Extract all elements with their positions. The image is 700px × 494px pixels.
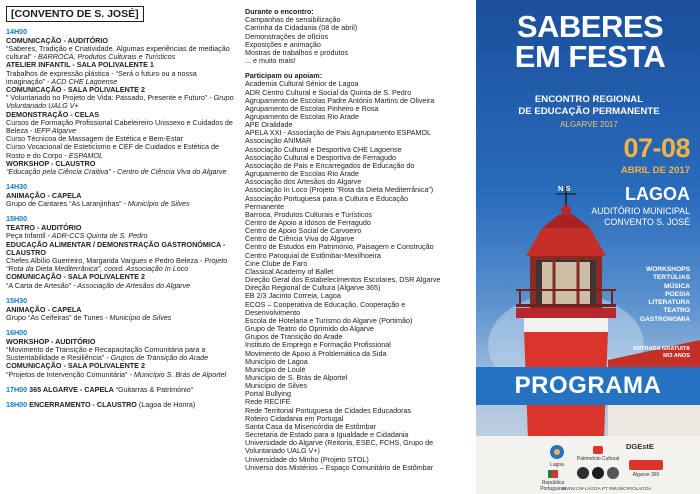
supporter-item: Rede Territorial Portuguesa de Cidades Educadoras: [245, 405, 412, 415]
supporter-item: Instituto de Emprego e Formação Profissional: [245, 340, 391, 350]
support-heading: Participam ou apoiam:: [245, 71, 323, 81]
event-heading: ENCERRAMENTO - CLAUSTRO: [27, 399, 139, 409]
slot-16h00: [6, 329, 234, 379]
dgeste-logo: DGEstE: [626, 442, 654, 451]
event-heading: TEATRO - AUDITÓRIO: [6, 223, 82, 233]
poster-subtitle: ENCONTRO REGIONAL DE EDUCAÇÃO PERMANENTE: [518, 94, 660, 117]
event-text: (Lagoa de Honra): [138, 399, 196, 409]
event-text: Curso Técnicoa de Massagem de Estética e Bem-Estar: [6, 134, 183, 144]
during-heading: Durante o encontro:: [245, 7, 314, 16]
supporter-item: Roteiro Cidadania em Portugal: [245, 413, 344, 423]
during-item: Mostras de trabalhos e produtos: [245, 47, 349, 57]
supporter-item: Município de S. Brás de Alportel: [245, 372, 348, 382]
supporter-item: Agrupamento de Escolas Pinheiro e Rosa: [245, 103, 379, 113]
during-item: Carrinha da Cidadania (08 de abril): [245, 23, 358, 33]
supporter-item: Associação Cultural e Desportiva de Ferragudo: [245, 152, 397, 162]
supporter-item: Voluntariado UALG V+): [245, 446, 320, 456]
supporter-item: Direção Geral dos Estabelecimentos Escolares, DSR Algarve: [245, 275, 441, 285]
supporter-item: Escola de Hotelaria e Turismo do Algarve (Portimão): [245, 315, 413, 325]
during-item: Demonstrações de ofícios: [245, 31, 329, 41]
supporter-item: Permanente: [245, 201, 285, 211]
poster-city: LAGOA: [625, 184, 690, 204]
program-banner: [476, 367, 700, 405]
supporter-item: Município de Loulé: [245, 364, 306, 374]
poster-entry-info: ENTRADA GRATUITA M/3 ANOS: [633, 346, 690, 359]
weather-vane-letters: N S: [558, 184, 571, 193]
supporter-item: Centro de Apoio a Idosos de Ferragudo: [245, 218, 371, 227]
slot-17h00: [6, 386, 234, 395]
time-label: 14H00: [6, 27, 28, 36]
activity-item: MÚSICA: [663, 282, 690, 290]
supporter-item: Direção Regional de Cultura (Algarve 365): [245, 283, 381, 293]
supporter-item: ADR Centro Cultural e Social da Quinta de S. Pedro: [245, 87, 412, 97]
support-list: [245, 80, 473, 472]
supporter-item: Associação de Pais e Encarregados de Educação do: [245, 160, 415, 170]
supporter-item: Rede RECIFE: [245, 397, 291, 407]
event-text: Cursos de Formação Profissional Cabeleireiro Unissexo e Cuidados de Beleza - IEFP Algarve: [6, 117, 233, 136]
during-item: ... e muito mais!: [245, 55, 296, 65]
event-text: “Educação pela Ciência Craitiva” - Centro de Ciência Viva do Algarve: [6, 167, 227, 177]
event-text: Grupo “As Ceifeiras” de Tunes - Município de Silves: [6, 312, 172, 322]
supporter-item: Associação Cultural e Desportiva CHE Lagoense: [245, 144, 402, 154]
supporter-item: Universo dos Mistérios – Espaço Comunitário de Estômbar: [245, 462, 434, 472]
supporter-item: Academia Cultural Sénior de Lagoa: [245, 79, 359, 89]
time-label: 16H00: [6, 328, 28, 338]
supporter-item: Centro Paroquial de Estômbar-Mexilhoeira: [245, 250, 381, 260]
program-label: PROGRAMA: [514, 372, 662, 399]
poster: [476, 0, 700, 494]
event-heading: 365 ALGARVE - CAPELA: [27, 384, 116, 394]
time-label: 15H30: [6, 295, 28, 305]
patrimonio-logo: Património Cultural: [576, 446, 620, 462]
event-heading: ANIMAÇÃO - CAPELA: [6, 191, 82, 201]
event-text: ” Voluntariado no Projeto de Vida: Passado, Presente e Futuro” - Grupo Voluntariado UALG V+: [6, 93, 234, 111]
event-heading: COMUNICAÇÃO - SALA POLIVALENTE 2: [6, 361, 145, 371]
event-text: Curso Vocacional de Esteticismo e CEF de Cuidados e Estética de Rosto e do Corpo - ESPAMOL: [6, 142, 219, 160]
supporter-item: Portal Bullying: [245, 389, 291, 399]
event-text: Chefes Albílio Guerreiro, Margarida Vargues e Pedro Beleza - Projeto “Rota da Dieta Mediterrânica”, coord. Associação In Loco: [6, 256, 228, 274]
time-label: 14H30: [6, 182, 28, 192]
event-text: “Movimento de Transição e Recapacitação Comunitária para a Sustentabilidade e Resiliência” - Grupos de Transição do Arade: [6, 345, 209, 363]
poster-title: SABERES EM FESTA: [514, 9, 666, 74]
activity-item: WORKSHOPS: [646, 266, 690, 273]
supporter-item: Movimento de Apoio à Problemática da Sida: [245, 348, 387, 358]
supporter-item: Associação ANIMAR: [245, 136, 312, 146]
supporter-item: Agrupamento de Escolas Rio Arade: [245, 169, 359, 179]
poster-activities: [640, 266, 690, 324]
activity-item: GASTRONOMIA: [639, 315, 690, 323]
event-text: “Saberes, Tradição e Criatividade. Algumas experiências de mediação cultural” - BARROCA, Produtos Culturais e Turísticos: [6, 44, 230, 62]
supporter-item: Associação Portuguesa para a Cultura e Educação: [245, 193, 409, 203]
supporter-item: Centro de Estudos em Património, Paisagem e Construção: [245, 242, 434, 252]
slot-15h00: [6, 215, 234, 289]
event-heading: ANIMAÇÃO - CAPELA: [6, 304, 82, 314]
lighthouse-illustration: [476, 0, 700, 494]
supporter-item: Grupo de Teatro do Oprimido do Algarve: [245, 324, 374, 334]
event-heading: ATELIER INFANTIL - SALA POLIVALENTE 1: [6, 60, 154, 70]
supporter-item: Universidade do Minho (Projeto STOL): [245, 454, 369, 464]
supporter-item: Associação In Loco (Projeto “Rota da Dieta Mediterrânica”): [245, 185, 434, 195]
supporter-item: ECOS – Cooperativa de Educação, Cooperação e: [245, 299, 406, 309]
event-text: “Guitarras & Património”: [115, 384, 194, 394]
supporter-item: Cine Clube de Faro: [245, 258, 308, 268]
event-heading: COMUNICAÇÃO - SALA POLIVALENTE 2: [6, 272, 145, 282]
event-heading: COMUNICAÇÃO - SALA POLIVALENTE 2: [6, 85, 145, 95]
algarve-365-logo: Algarve 365: [626, 460, 666, 478]
slot-14h00: [6, 28, 234, 176]
supporter-item: APELA XXI - Associação de Pais Agrupamento ESPAMOL: [245, 128, 432, 138]
supporter-item: Classical Academy of Ballet: [245, 266, 334, 276]
supporter-item: Santa Casa da Misericórdia de Estômbar: [245, 421, 377, 431]
event-heading: EDUCAÇÃO ALIMENTAR / DEMONSTRAÇÃO GASTRONÓMICA - CLAUSTRO: [6, 239, 226, 257]
supporter-item: Agrupamento de Escolas Padre António Martins de Oliveira: [245, 95, 435, 105]
event-heading: WORKSHOP - AUDITÓRIO: [6, 336, 96, 346]
poster-region: ALGARVE 2017: [560, 120, 618, 129]
activity-item: TERTÚLIAS: [653, 274, 690, 282]
during-item: Campanhas de sensibilização: [245, 15, 341, 25]
activity-item: TEATRO: [663, 307, 690, 315]
supporter-item: Associação dos Artesãos do Algarve: [245, 177, 362, 187]
poster-dates: 07-08: [623, 133, 690, 163]
supporter-item: Secretaria de Estado para a Igualdade e Cidadania: [245, 430, 409, 440]
misc-logos: [576, 466, 620, 482]
event-heading: WORKSHOP - CLAUSTRO: [6, 158, 96, 168]
activity-item: LITERATURA: [648, 299, 690, 307]
supporter-item: Barroca, Produtos Culturais e Turísticos: [245, 209, 373, 219]
slot-14h30: [6, 183, 234, 208]
time-label: 17H00: [6, 384, 28, 394]
event-text: Peça Infantil - ADR-CCS Quinta de S. Pedro: [6, 231, 148, 241]
event-text: Grupo de Cantares “As Laranjinhas” - Município de Silves: [6, 199, 190, 209]
slot-15h30: [6, 297, 234, 322]
lagoa-logo: Lagoa: [546, 444, 568, 468]
sponsor-strip: [476, 436, 700, 494]
poster-venue: AUDITÓRIO MUNICIPAL CONVENTO S. JOSÉ: [591, 206, 690, 227]
supporter-item: APE Oralidade: [245, 120, 293, 130]
time-label: 15H00: [6, 214, 28, 224]
supporter-item: Desenvolvimento: [245, 307, 301, 317]
republica-logo: República Portuguesa: [538, 470, 568, 492]
supporter-item: Agrupamento de Escolas Rio Arade: [245, 111, 359, 121]
event-text: “Projetos de Intervenção Comunitária” - Município S. Brás de Alportel: [6, 369, 227, 379]
poster-month-year: ABRIL DE 2017: [620, 165, 690, 176]
supporter-item: Município de Silves: [245, 381, 307, 391]
activity-item: POESIA: [665, 290, 690, 298]
during-list: [245, 16, 473, 65]
supporter-item: EB 2/3 Jacinto Correia, Lagoa: [245, 291, 341, 301]
event-text: “A Carta de Artesão” - Associação de Artesãos do Algarve: [6, 280, 191, 290]
website-label: WWW.CM-LAGOA.PT #MUNICIPIOLAGOA: [562, 486, 652, 491]
slot-18h00: [6, 401, 234, 410]
venue-heading: [CONVENTO DE S. JOSÉ]: [6, 6, 144, 22]
supporter-item: Município de Lagoa: [245, 356, 308, 366]
time-label: 18H00: [6, 399, 28, 409]
event-text: Trabalhos de expressão plástica - “Será o futuro ou a nossa imaginação” - ACD CHE Lagoense: [6, 68, 197, 86]
info-column: [245, 8, 473, 494]
schedule-column: [6, 4, 234, 494]
event-heading: COMUNICAÇÃO - AUDITÓRIO: [6, 35, 108, 45]
supporter-item: Centro de Ciência Viva do Algarve: [245, 234, 355, 244]
supporter-item: Universidade do Algarve (Reitoria, ESEC, FCHS, Grupo de: [245, 438, 434, 448]
supporter-item: Grupos de Transição do Arade: [245, 332, 343, 342]
event-heading: DEMONSTRAÇÃO - CELAS: [6, 109, 100, 119]
during-item: Exposições e animação: [245, 39, 321, 49]
supporter-item: Centro de Apoio Social de Carvoeiro: [245, 226, 362, 236]
